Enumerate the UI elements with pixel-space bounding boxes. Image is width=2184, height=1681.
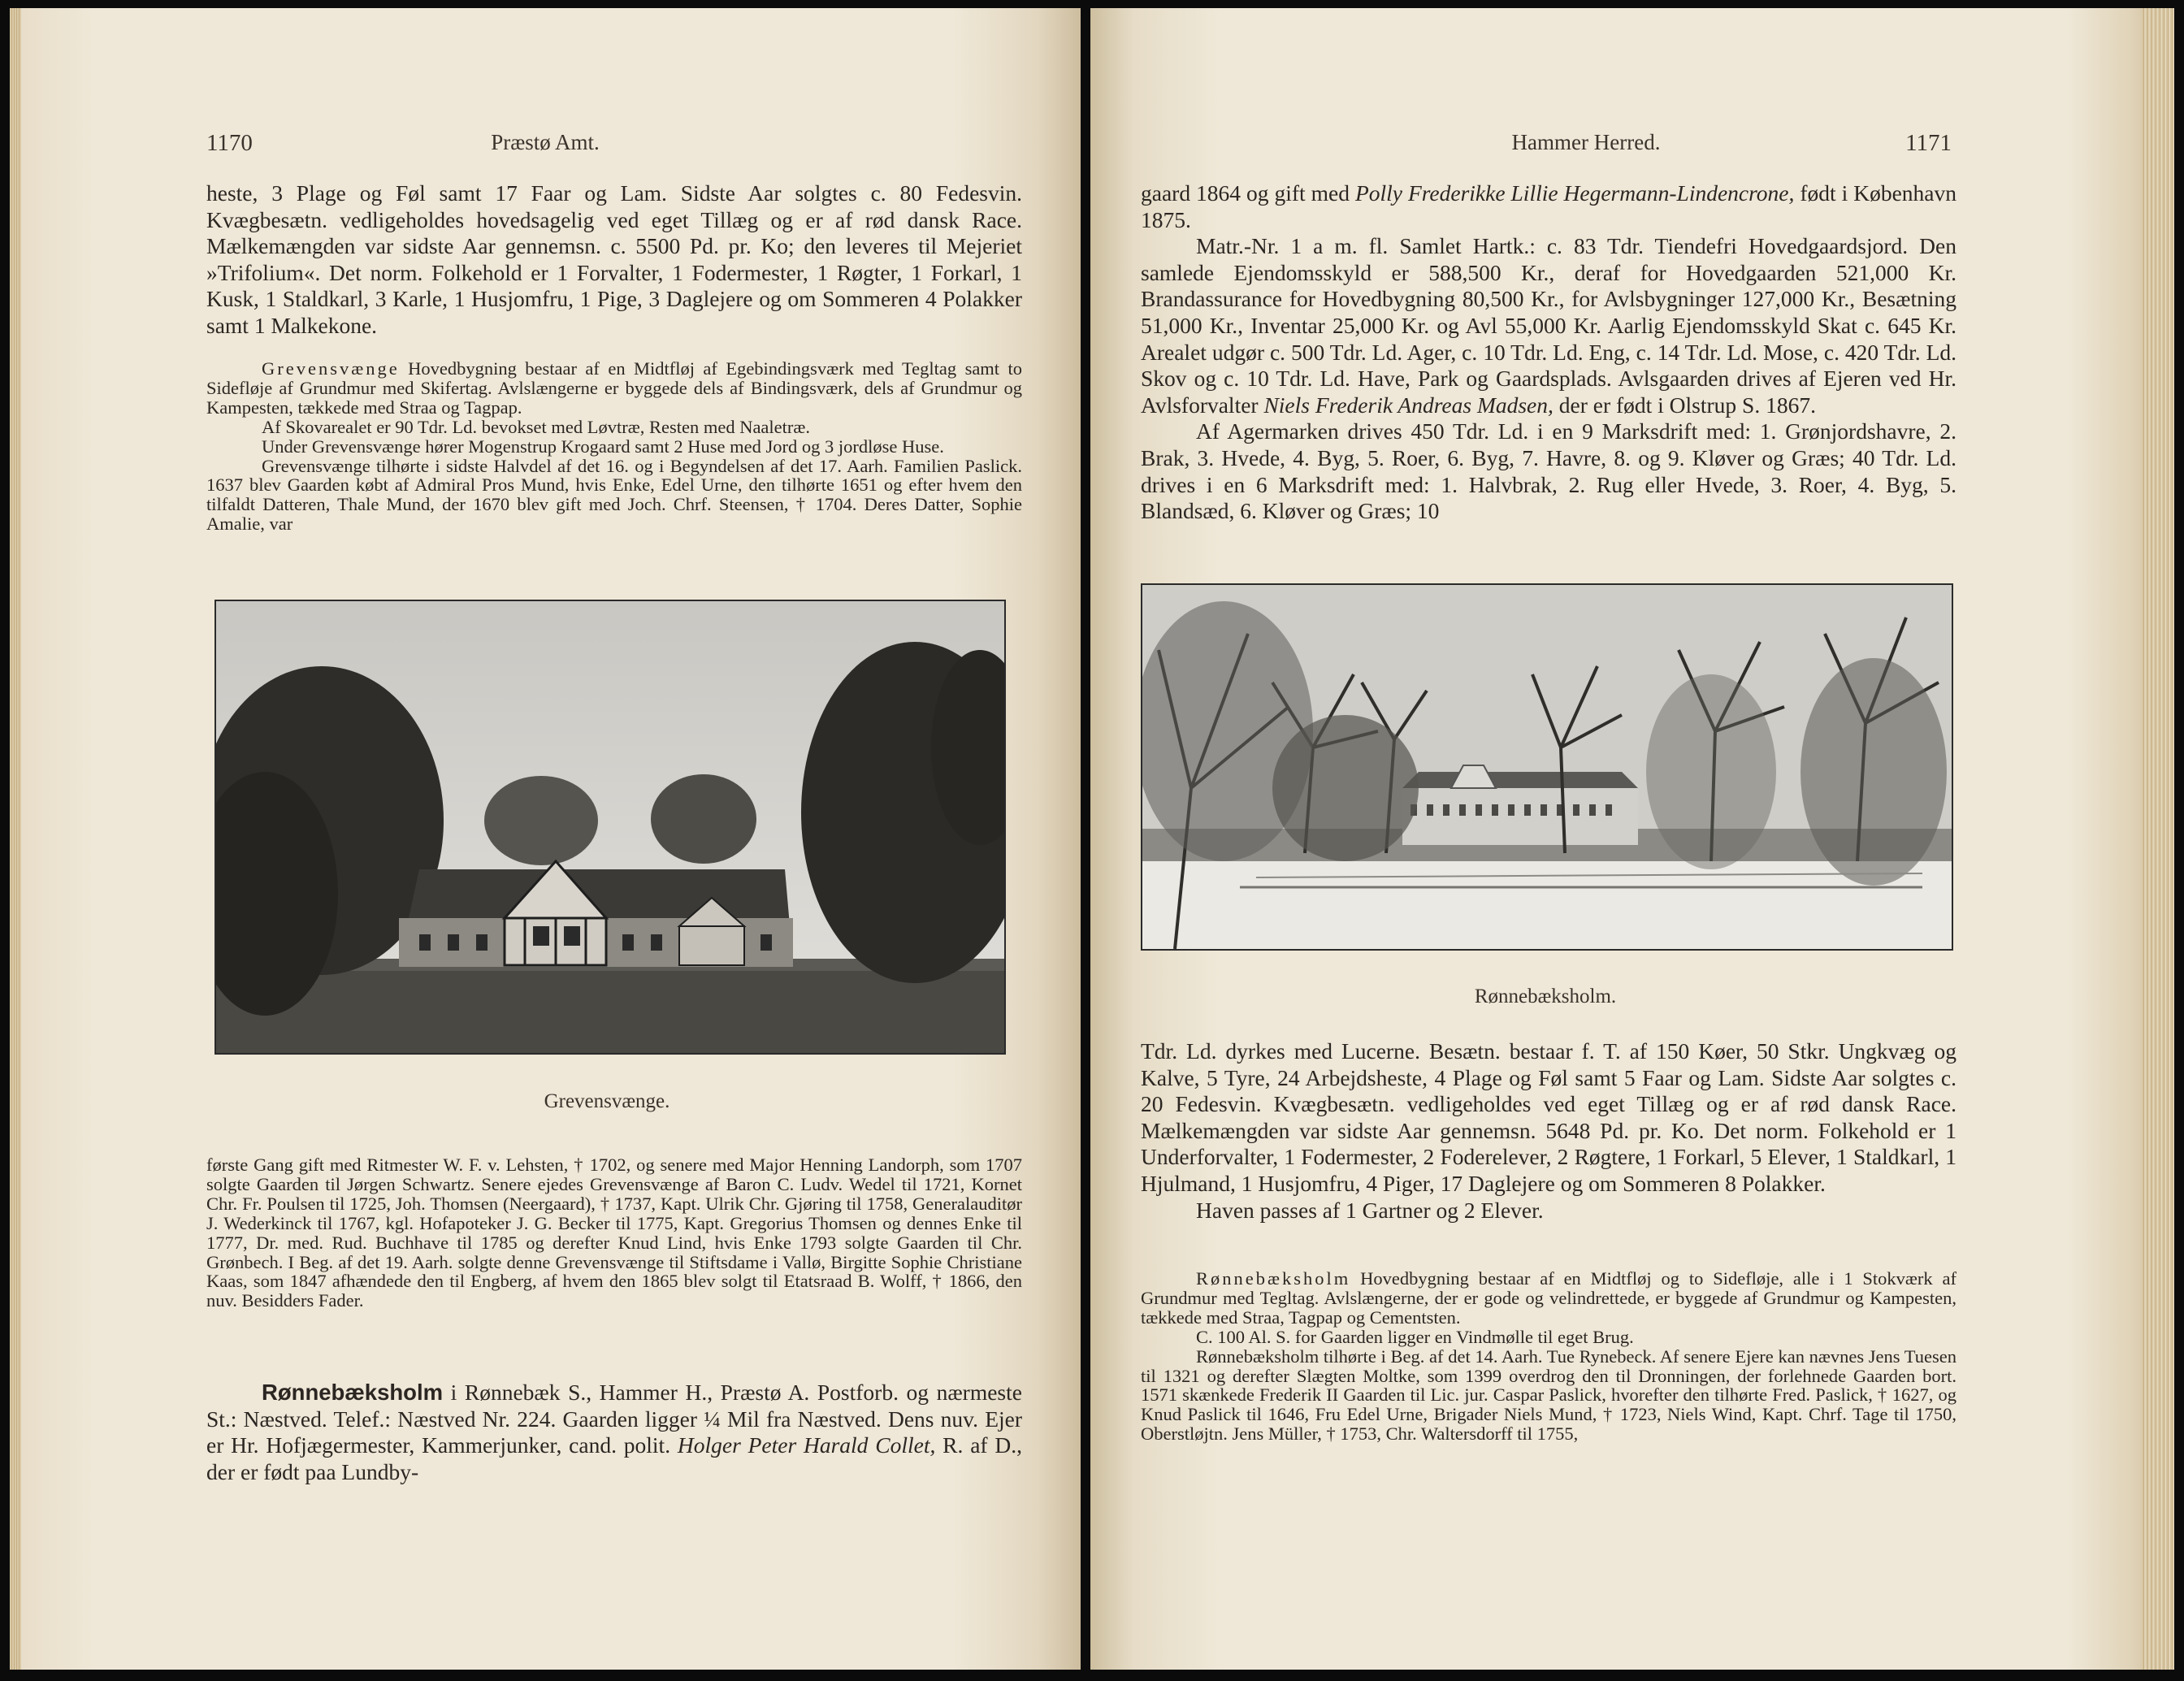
photo-caption: Rønnebæksholm. xyxy=(1474,986,1617,1007)
entry-paragraph: Rønnebæksholm i Rønnebæk S., Hammer H., Præstø A. Postforb. og nærmeste St.: Næstved. Telef.: Næstved Nr. 224. Gaarden ligger ¼ Mil fra Næstved. Dens nuv. Ejer er Hr. Hofjægermester, Kammerjunker, cand. polit. Holger Peter Harald Collet, R. af D., der er født paa Lundby- xyxy=(206,1380,1022,1484)
entry-name: Rønnebæksholm xyxy=(262,1380,444,1405)
left-page xyxy=(10,8,1081,1670)
owner-name: Holger Peter Harald Collet, xyxy=(677,1432,936,1458)
right-page xyxy=(1090,8,2174,1670)
farmhouse-photo xyxy=(216,601,1004,1053)
photo-ronnebaeksholm xyxy=(1141,583,1953,951)
page-edge xyxy=(10,8,21,1670)
running-header: Præstø Amt. xyxy=(491,130,600,154)
small-print-block: Rønnebæksholm Hovedbygning bestaar af en Midtfløj og to Sidefløje, alle i 1 Stokværk af Grundmur med Tegltag. Avlslængerne, der er gode og velindrettede, er byggede af Grundmur og Kampesten, tækkede med Straa, Tagpap og Cementsten. C. 100 Al. S. for Gaarden ligger en Vindmølle til eget Brug. Rønnebæksholm tilhørte i Beg. af det 14. Aarh. Tue Rynebeck. Af senere Ejere kan nævnes Jens Tuesen til 1321 og derefter Slægten Moltke, som 1399 overdrog den til Dronningen, der forlehnede Gaarden bort. 1571 skænkede Frederik II Gaarden til Lic. jur. Caspar Paslick, hvorefter den tilhørte Fred. Paslick, † 1627, og Knud Paslick til 1646, Fru Edel Urne, Brigader Niels Mund, † 1723, Niels Wind, Kapt. Chrf. Tage til 1750, Oberstløjtn. Jens Müller, † 1753, Chr. Waltersdorff til 1755, xyxy=(1141,1268,1956,1445)
body-paragraph: heste, 3 Plage og Føl samt 17 Faar og Lam. Sidste Aar solgtes c. 80 Fedesvin. Kvægbesætn. vedligeholdes hovedsagelig ved eget Tillæg og er af rød dansk Race. Mælkemængden var sidste Aar gennemsn. c. 5500 Pd. pr. Ko; den leveres til Mejeriet »Trifolium«. Det norm. Folkehold er 1 Forvalter, 1 Fodermester, 1 Røgter, 1 Forkarl, 1 Kusk, 1 Staldkarl, 3 Karle, 1 Husjomfru, 1 Pige, 3 Daglejere og om Sommeren 4 Polakker samt 1 Malkekone. xyxy=(206,180,1022,338)
page-edge xyxy=(2142,8,2174,1670)
body-paragraphs: Tdr. Ld. dyrkes med Lucerne. Besætn. bestaar f. T. af 150 Køer, 50 Stkr. Ungkvæg og Kalve, 5 Tyre, 24 Arbejdsheste, 4 Plage og Føl samt 5 Faar og Lam. Sidste Aar solgtes c. 20 Fedesvin. Kvægbesætn. vedligeholdes ved eget Tillæg og er af rød dansk Race. Mælkemængden var sidste Aar gennemsn. 5648 Pd. pr. Ko. Det norm. Folkehold er 1 Underforvalter, 1 Fodermester, 2 Foderelever, 2 Røgtere, 1 Forkarl, 5 Elever, 1 Staldkarl, 1 Hjulmand, 1 Husjomfru, 4 Piger, 17 Daglejere og om Sommeren 8 Polakker. Haven passes af 1 Gartner og 2 Elever. xyxy=(1141,1038,1956,1223)
photo-caption: Grevensvænge. xyxy=(544,1090,670,1112)
manor-winter-photo xyxy=(1142,585,1952,949)
small-print-block: Grevensvænge Hovedbygning bestaar af en Midtfløj af Egebindingsværk med Tegltag samt to Sidefløje af Grundmur med Skifertag. Avlslængerne er byggede dels af Bindingsværk, dels af Grundmur og Kampesten, tækkede med Straa og Tagpap. Af Skovarealet er 90 Tdr. Ld. bevokset med Løvtræ, Resten med Naaletræ. Under Grevensvænge hører Mogenstrup Krogaard samt 2 Huse med Jord og 3 jordløse Huse. Grevensvænge tilhørte i sidste Halvdel af det 16. og i Begyndelsen af det 17. Aarh. Familien Paslick. 1637 blev Gaarden købt af Admiral Pros Mund, hvis Enke, Edel Urne, den tilhørte 1651 og efter hvem den tilfaldt Datteren, Thale Mund, der 1670 blev gift med Joch. Chrf. Steensen, † 1704. Deres Datter, Sophie Amalie, var xyxy=(206,358,1022,535)
running-header: Hammer Herred. xyxy=(1511,130,1661,154)
small-print-block: første Gang gift med Ritmester W. F. v. Lehsten, † 1702, og senere med Major Henning Landorph, som 1707 solgte Gaarden til Jørgen Schwartz. Senere ejedes Grevensvænge af Baron C. Ludv. Wedel til 1721, Kornet Chr. Fr. Poulsen til 1725, Joh. Thomsen (Neergaard), † 1737, Kapt. Ulrik Chr. Gjøring til 1758, Generalauditør J. Wederkinck til 1767, kgl. Hofapoteker J. G. Becker til 1775, Kapt. Gregorius Thomsen og dennes Enke til 1777, Dr. med. Rud. Buchhave til 1785 og derefter Knud Lind, hvis Enke 1793 solgte Gaarden til Chr. Grønbech. I Beg. af det 19. Aarh. solgte denne Grevensvænge til Stiftsdame i Vallø, Birgitte Sophie Christiane Kaas, som 1847 afhændede den til Engberg, af hvem den 1865 blev solgt til Etatsraad B. Wolff, † 1866, den nuv. Besidders Fader. xyxy=(206,1155,1022,1311)
page-number: 1170 xyxy=(206,130,253,156)
page-number: 1171 xyxy=(1905,130,1952,156)
body-paragraphs: gaard 1864 og gift med Polly Frederikke Lillie Hegermann-Lindencrone, født i København 1875. Matr.-Nr. 1 a m. fl. Samlet Hartk.: c. 83 Tdr. Tiendefri Hovedgaardsjord. Den samlede Ejendomsskyld er 588,500 Kr., deraf for Hovedgaarden 521,000 Kr. Brandassurance for Hovedbygning 80,500 Kr., for Avlsbygninger 127,000 Kr., Besætning 51,000 Kr., Inventar 25,000 Kr. og Avl 55,000 Kr. Aarlig Ejendomsskyld Skat c. 645 Kr. Arealet udgør c. 500 Tdr. Ld. Ager, c. 10 Tdr. Ld. Eng, c. 14 Tdr. Ld. Mose, c. 420 Tdr. Ld. Skov og c. 10 Tdr. Ld. Have, Park og Gaardsplads. Avlsgaarden drives af Ejeren ved Hr. Avlsforvalter Niels Frederik Andreas Madsen, der er født i Olstrup S. 1867. Af Agermarken drives 450 Tdr. Ld. i en 9 Marksdrift med: 1. Grønjordshavre, 2. Brak, 3. Hvede, 4. Byg, 5. Roer, 6. Byg, 7. Havre, 8. og 9. Kløver og Græs; 40 Tdr. Ld. drives i en 6 Marksdrift med: 1. Halvbrak, 2. Rug eller Hvede, 3. Roer, 4. Byg, 5. Blandsæd, 6. Kløver og Græs; 10 xyxy=(1141,180,1956,524)
photo-grevensvaenge xyxy=(214,600,1006,1055)
